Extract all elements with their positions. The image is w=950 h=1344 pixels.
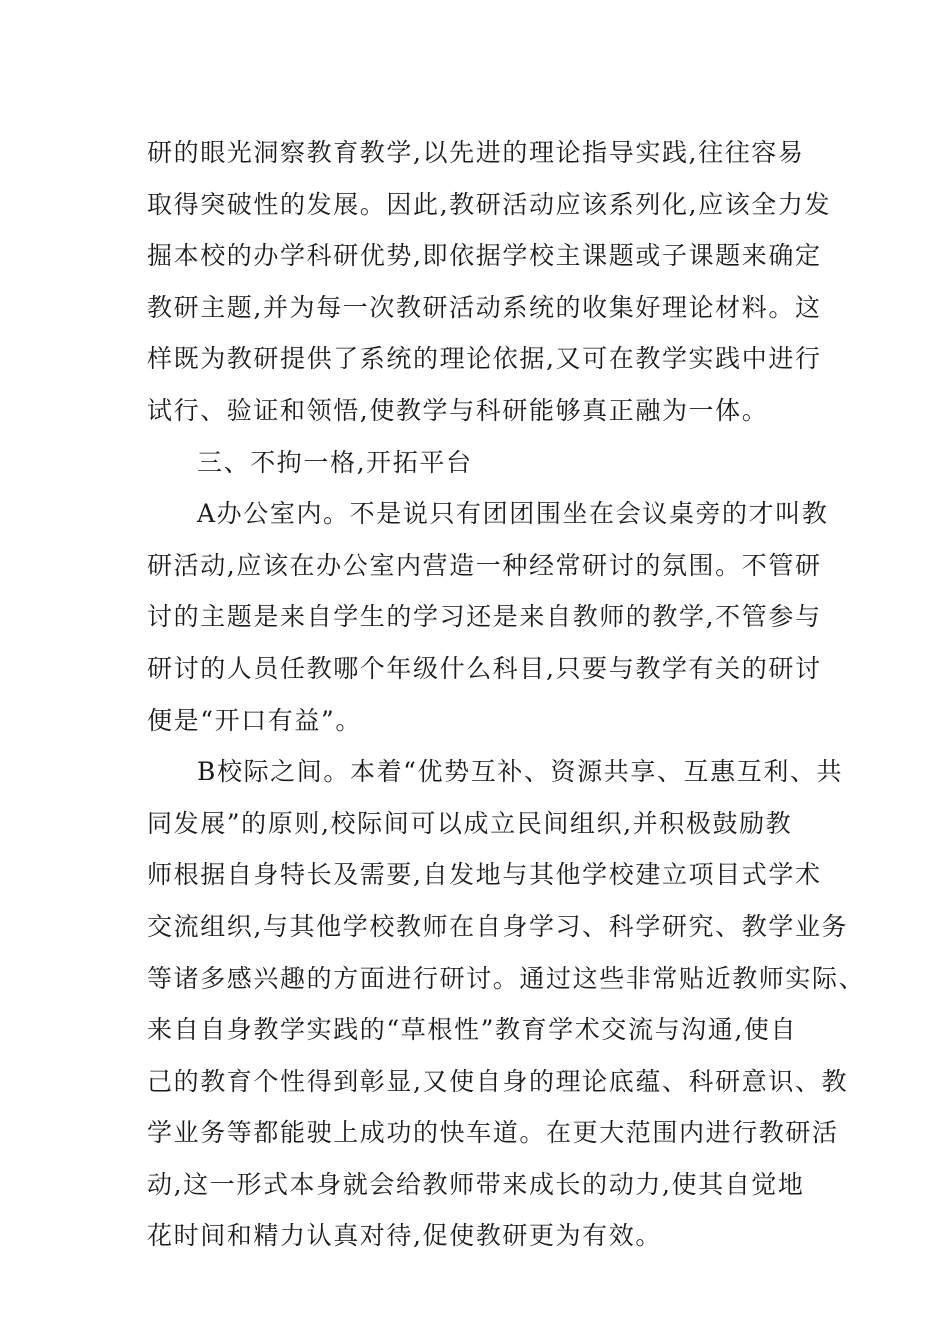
text-line: 研的眼光洞察教育教学,以先进的理论指导实践,往往容易 <box>147 138 805 167</box>
text-line: 试行、验证和领悟,使教学与科研能够真正融为一体。 <box>147 395 769 425</box>
text-line: 等诸多感兴趣的方面进行研讨。通过这些非常贴近教师实际、 <box>147 963 866 993</box>
text-line: 讨的主题是来自学生的学习还是来自教师的教学,不管参与 <box>147 602 822 632</box>
text-line: 研活动,应该在办公室内营造一种经常研讨的氛围。不管研 <box>147 550 822 580</box>
text-line: 样既为教研提供了系统的理论依据,又可在教学实践中进行 <box>147 344 822 374</box>
text-line: 研讨的人员任教哪个年级什么科目,只要与教学有关的研讨 <box>147 653 822 683</box>
text-line: 交流组织,与其他学校教师在自身学习、科学研究、教学业务 <box>147 911 849 941</box>
text-line: 掘本校的办学科研优势,即依据学校主课题或子课题来确定 <box>147 241 822 271</box>
body-text <box>147 127 866 1262</box>
text-line: 来自自身教学实践的“草根性”教育学术交流与沟通,使自 <box>147 1015 798 1045</box>
text-line: 同发展”的原则,校际间可以成立民间组织,并积极鼓励教 <box>147 808 793 838</box>
text-line: 动,这一形式本身就会给教师带来成长的动力,使其自觉地 <box>147 1169 805 1199</box>
text-line: 便是“开口有益”。 <box>147 705 362 735</box>
text-line: 己的教育个性得到彰显,又使自身的理论底蕴、科研意识、教 <box>147 1066 849 1096</box>
text-line: B校际之间。本着“优势互补、资源共享、互惠互利、共 <box>197 757 844 787</box>
text-line: 师根据自身特长及需要,自发地与其他学校建立项目式学术 <box>147 860 822 890</box>
text-line: 学业务等都能驶上成功的快车道。在更大范围内进行教研活 <box>147 1118 839 1148</box>
text-line: 三、不拘一格,开拓平台 <box>197 447 473 477</box>
text-line: 取得突破性的发展。因此,教研活动应该系列化,应该全力发 <box>147 189 832 219</box>
text-line: 花时间和精力认真对待,促使教研更为有效。 <box>147 1221 662 1251</box>
text-line: 教研主题,并为每一次教研活动系统的收集好理论材料。这 <box>147 292 822 322</box>
text-line: A办公室内。不是说只有团团围坐在会议桌旁的才叫教 <box>197 499 829 529</box>
